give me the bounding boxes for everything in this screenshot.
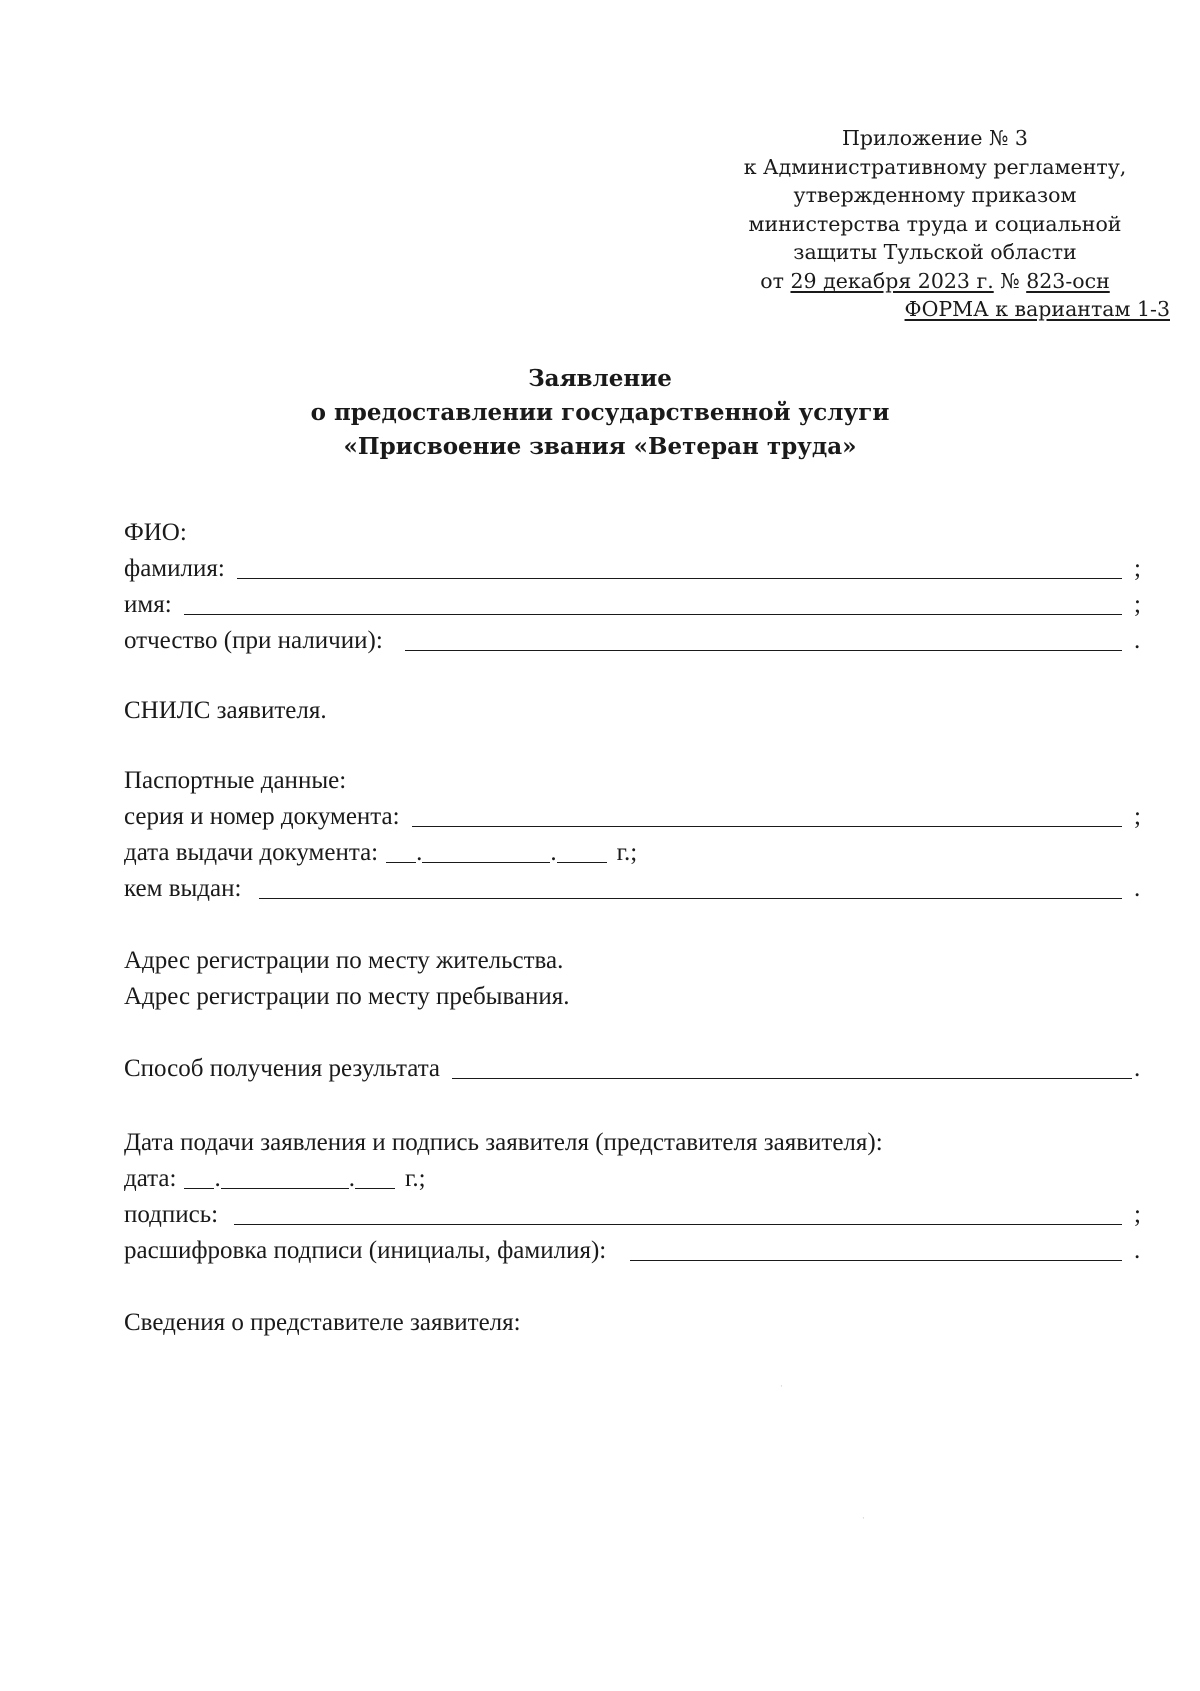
order-date: 29 декабря 2023 г. [790,268,994,293]
name-label: имя: [124,591,172,618]
signature-label: подпись: [124,1201,219,1228]
submission-heading-row [124,1126,1144,1160]
issue-date-label: дата выдачи документа: [124,839,379,866]
appendix-block [700,124,1170,324]
series-semicolon: ; [1134,803,1141,830]
fio-heading-row [124,516,1144,550]
result-method-field[interactable] [452,1078,1132,1079]
appendix-line-3: утвержденному приказом [793,183,1077,207]
submission-heading: Дата подачи заявления и подпись заявителя (представителя заявителя): [124,1129,883,1156]
signature-field[interactable] [234,1224,1122,1225]
representative-heading-row [124,1306,1144,1340]
issue-date-dot-1: . [416,839,423,866]
surname-field[interactable] [237,578,1122,579]
appendix-order-line [700,267,1170,296]
name-field[interactable] [184,614,1122,615]
title-line-2: о предоставлении государственной услуги [310,399,890,426]
result-method-label: Способ получения результата [124,1055,441,1082]
surname-label: фамилия: [124,555,225,582]
appendix-line-4: министерства труда и социальной [748,211,1122,236]
series-row [124,800,1144,834]
issued-by-dot: . [1134,875,1141,902]
patronymic-label: отчество (при наличии): [124,627,383,654]
name-row [124,588,1144,622]
issue-month-field[interactable] [422,862,550,863]
result-method-row [124,1052,1144,1086]
reg-stay-row [124,980,1144,1014]
patronymic-dot: . [1134,627,1141,654]
submission-year-field[interactable] [355,1188,395,1189]
issue-date-row [124,836,1144,870]
submission-date-dot-2: . [348,1165,355,1192]
surname-semicolon: ; [1134,555,1141,582]
patronymic-row [124,624,1144,658]
title-line-1: Заявление [528,365,672,392]
appendix-line-1: Приложение № 3 [842,126,1028,150]
surname-row [124,552,1144,586]
form-variant-label: ФОРМА к вариантам 1-3 [904,297,1170,321]
appendix-line-5: защиты Тульской области [793,240,1077,264]
patronymic-field[interactable] [405,650,1122,651]
scan-speck: · [780,1382,783,1392]
submission-month-field[interactable] [221,1188,349,1189]
signature-decoding-row [124,1234,1144,1268]
scan-speck: · [862,1514,865,1524]
submission-year-suffix: г.; [404,1165,426,1192]
snils-row [124,694,1144,728]
fio-heading: ФИО: [124,519,187,546]
issue-date-dot-2: . [550,839,557,866]
appendix-line-2: к Административному регламенту, [743,154,1127,179]
issue-year-field[interactable] [557,862,607,863]
passport-heading: Паспортные данные: [124,767,347,794]
submission-date-label: дата: [124,1165,177,1192]
signature-decoding-dot: . [1134,1237,1141,1264]
series-field[interactable] [412,826,1122,827]
signature-decoding-label: расшифровка подписи (инициалы, фамилия): [124,1237,607,1264]
submission-date-row [124,1162,1144,1196]
signature-row [124,1198,1144,1232]
name-semicolon: ; [1134,591,1141,618]
order-date-prefix: от [760,268,784,293]
title-line-3: «Присвоение звания «Ветеран труда» [343,433,857,460]
passport-heading-row [124,764,1144,798]
reg-stay-label: Адрес регистрации по месту пребывания. [124,983,570,1010]
signature-decoding-field[interactable] [630,1260,1122,1261]
reg-residence-row [124,944,1144,978]
submission-day-field[interactable] [184,1188,214,1189]
issued-by-field[interactable] [259,898,1122,899]
signature-semicolon: ; [1134,1201,1141,1228]
issued-by-row [124,872,1144,906]
document-title [0,362,1200,464]
issued-by-label: кем выдан: [124,875,242,902]
snils-label: СНИЛС заявителя. [124,697,327,724]
submission-date-dot-1: . [214,1165,221,1192]
series-label: серия и номер документа: [124,803,400,830]
representative-heading: Сведения о представителе заявителя: [124,1309,521,1336]
issue-day-field[interactable] [386,862,416,863]
result-method-dot: . [1134,1055,1141,1082]
order-number: 823-осн [1026,268,1110,293]
reg-residence-label: Адрес регистрации по месту жительства. [124,947,564,974]
issue-year-suffix: г.; [616,839,638,866]
order-number-sign: № [1000,268,1020,293]
